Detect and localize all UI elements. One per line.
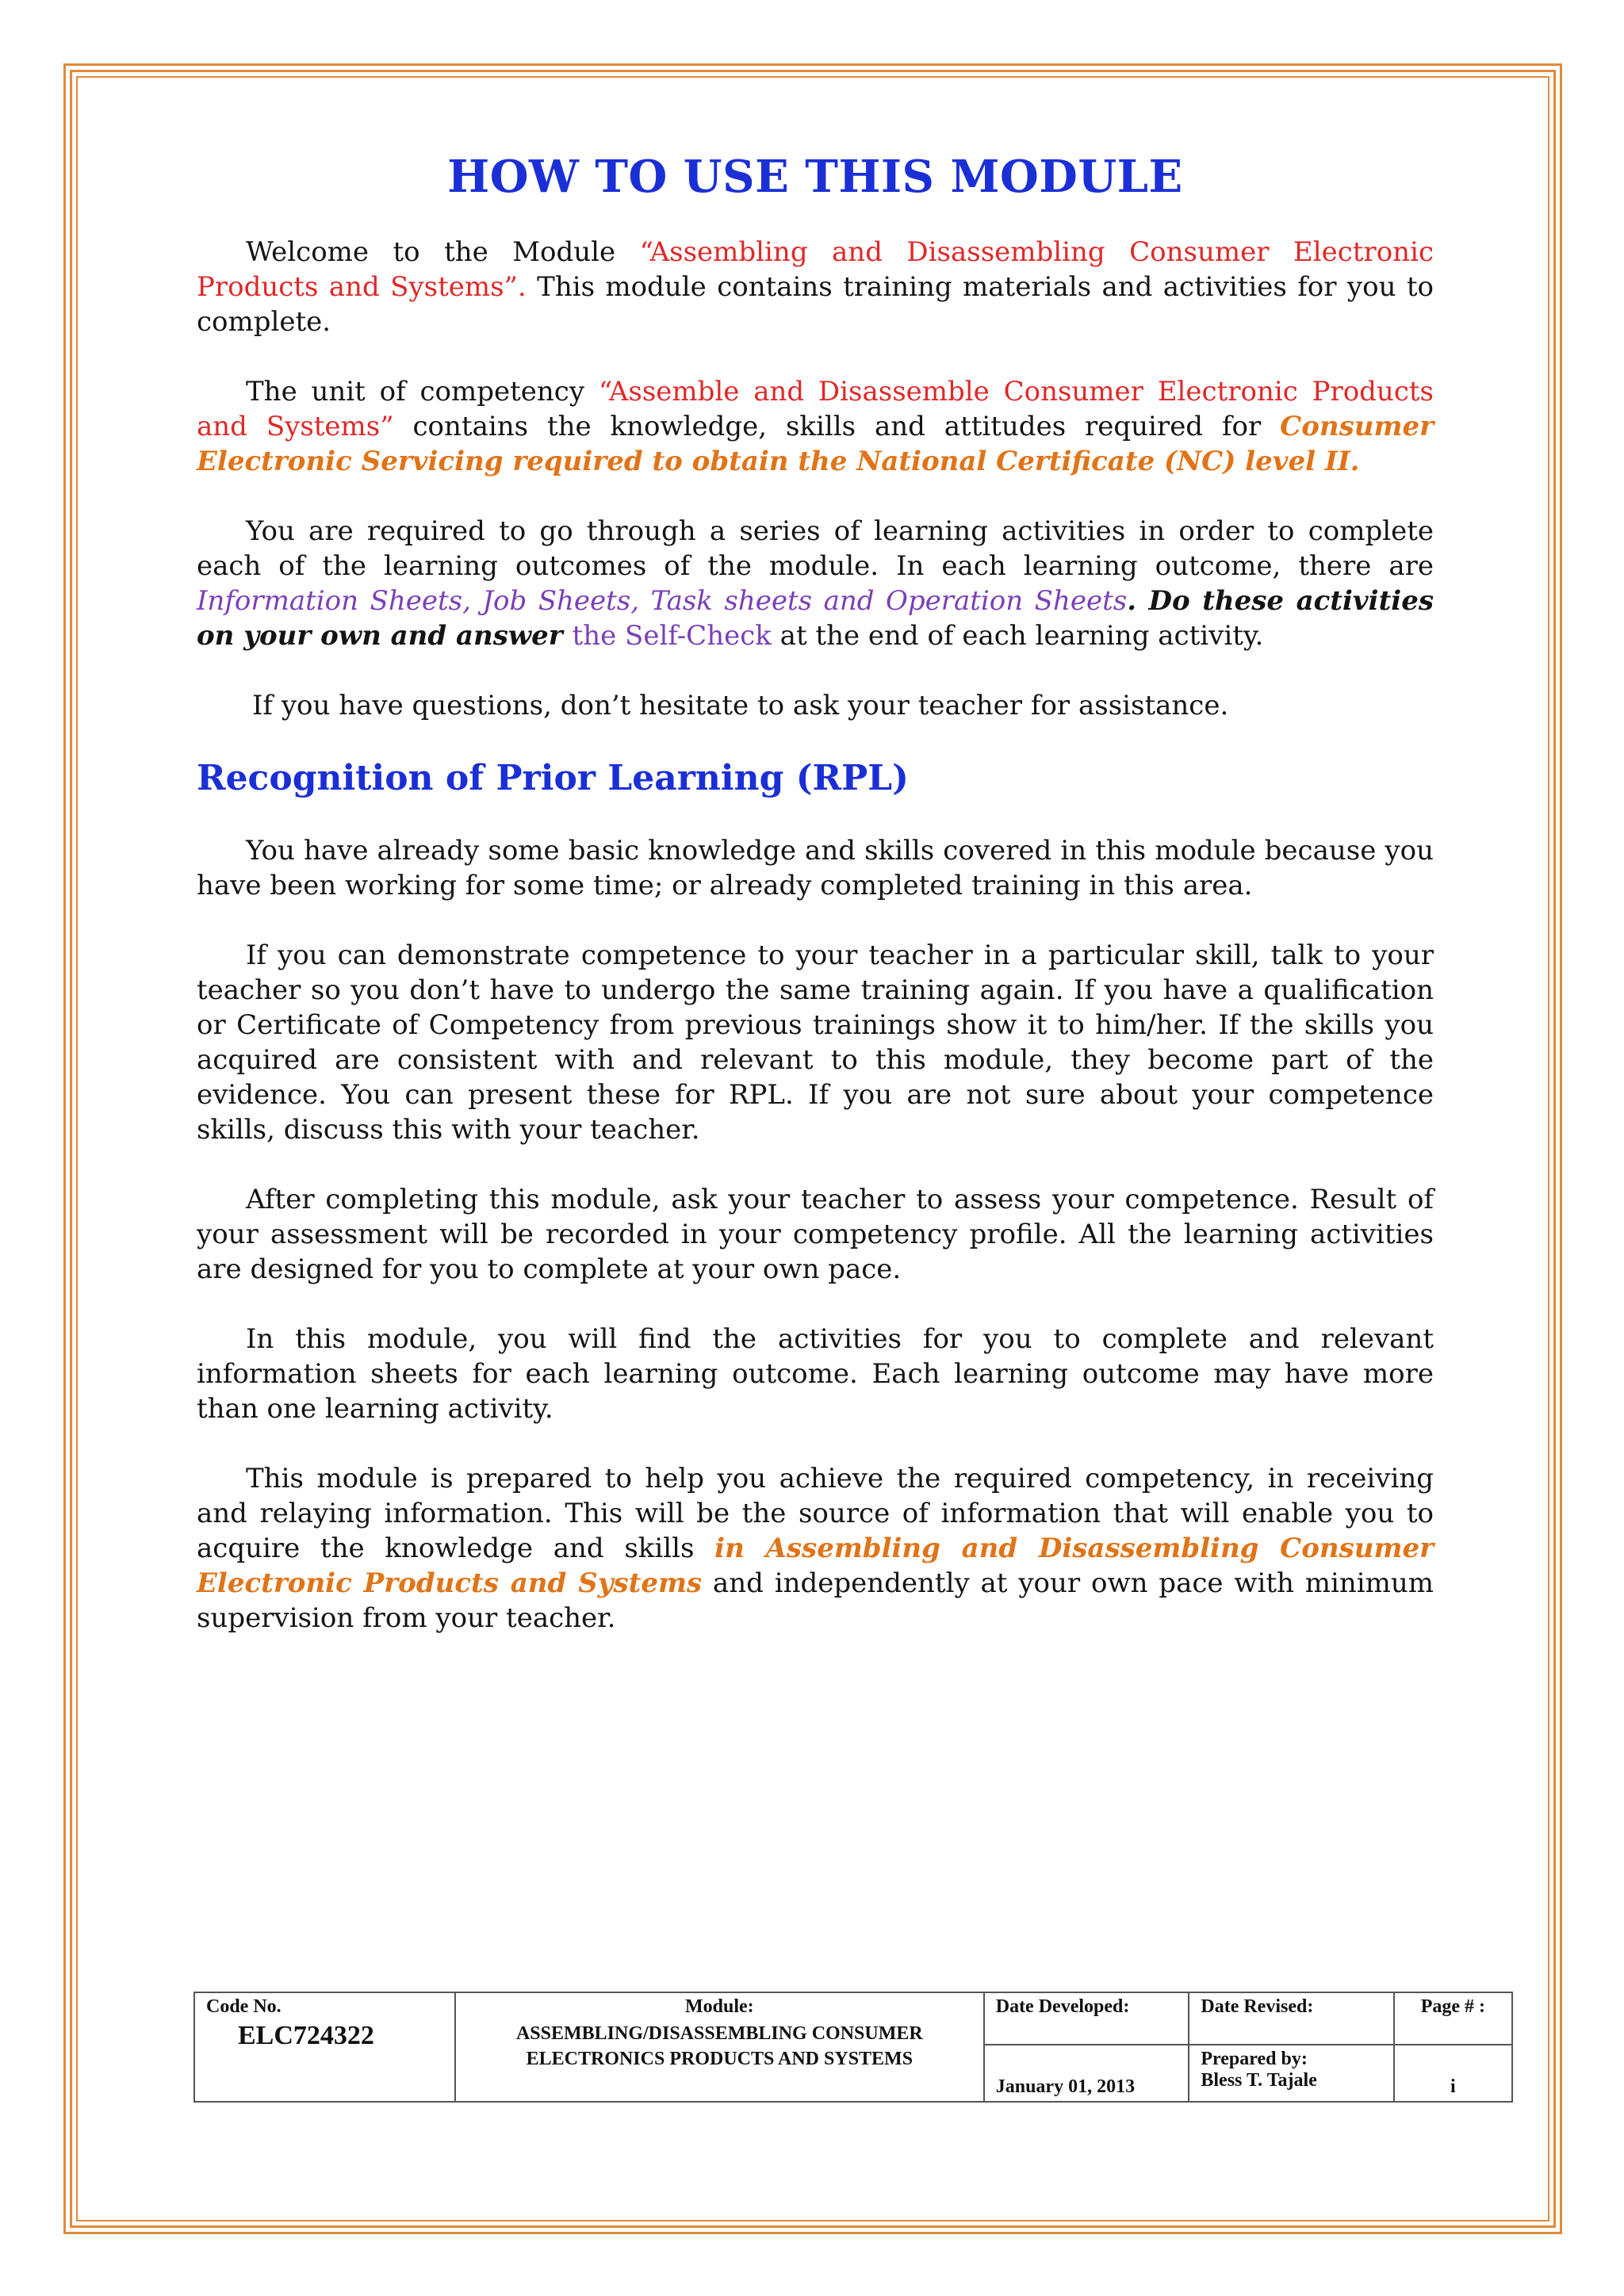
activities-text-a: You are required to go through a series of learning activities in order to complete each of the learning outcomes of the module. In each learning outcome, there are: [197, 515, 1434, 582]
rpl-paragraph-2: If you can demonstrate competence to your teacher in a particular skill, talk to your teacher so you don’t have to undergo the same training again. If you have a qualification or Certificate of Competency from previous trainings show it to him/her. If the skills you acquired are consistent with and relevant to this module, they become part of the evidence. You can present these for RPL. If you are not sure about your competence skills, discuss this with your teacher.: [197, 939, 1434, 1146]
code-number: ELC724322: [238, 2021, 374, 2050]
competency-name-highlight: “Assemble and Disassemble Consumer Electronic Products and Systems”: [197, 376, 1434, 442]
rpl-paragraph-3: After completing this module, ask your teacher to assess your competence. Result of your assessment will be recorded in your competency profile. All the learning activities are designed for you to complete at your own pace.: [197, 1184, 1434, 1285]
intro-text-a: Welcome to the Module: [246, 236, 640, 268]
rpl-heading: Recognition of Prior Learning (RPL): [197, 758, 909, 798]
code-label: Code No.: [206, 1996, 282, 2017]
sheets-highlight: Information Sheets, Job Sheets, Task sheets and Operation Sheets: [197, 585, 1128, 617]
self-check-highlight: the Self-Check: [572, 620, 772, 652]
rpl-paragraph-1: You have already some basic knowledge and skills covered in this module because you have been working for some time; or already completed training in this area.: [197, 835, 1434, 901]
prepared-label: Prepared by:: [1201, 2049, 1308, 2069]
prepared-by: Bless T. Tajale: [1201, 2070, 1317, 2091]
intro-paragraph: [197, 235, 1434, 339]
page-number: i: [1394, 2045, 1512, 2102]
prepared-cell: [1189, 2045, 1393, 2102]
date-developed: January 01, 2013: [984, 2045, 1189, 2102]
competency-text-c: contains the knowledge, skills and attitudes required for: [393, 411, 1281, 442]
page-title: HOW TO USE THIS MODULE: [447, 151, 1183, 203]
page-content: [197, 151, 1434, 1670]
competency-text-a: The unit of competency: [246, 376, 599, 408]
intro-text-c: This module contains training materials and activities for you to complete.: [197, 271, 1434, 338]
competency-paragraph: [197, 374, 1434, 479]
code-cell: [194, 1992, 455, 2102]
rpl5-highlight: in Assembling and Disassembling Consumer Electronic Products and Systems: [197, 1533, 1434, 1599]
page-number-label: Page # :: [1394, 1992, 1512, 2045]
certificate-highlight: Consumer Electronic Servicing required to obtain the National Certificate (NC) level II.: [197, 411, 1434, 477]
rpl5-text-a: This module is prepared to help you achieve the required competency, in receiving and relaying information. This will be the source of information that will enable you to acquire the knowledge and skills: [197, 1463, 1434, 1564]
rpl-paragraph-5: [197, 1461, 1434, 1636]
module-label: Module:: [685, 1996, 754, 2017]
activities-paragraph: [197, 514, 1434, 653]
document-footer-table: [193, 1992, 1513, 2103]
questions-paragraph: If you have questions, don’t hesitate to ask your teacher for assistance.: [252, 690, 1229, 721]
module-name-highlight: “Assembling and Disassembling Consumer Electronic Products and Systems”.: [197, 236, 1434, 303]
rpl-paragraph-4: In this module, you will find the activities for you to complete and relevant information sheets for each learning outcome. Each learning outcome may have more than one learning activity.: [197, 1323, 1434, 1425]
module-name: ASSEMBLING/DISASSEMBLING CONSUMER ELECTRONICS PRODUCTS AND SYSTEMS: [515, 2023, 923, 2069]
activities-text-e: at the end of each learning activity.: [771, 620, 1264, 652]
module-cell: [455, 1992, 984, 2102]
activities-text-c: . Do these activities on your own and answer: [197, 585, 1434, 652]
date-developed-label: Date Developed:: [984, 1992, 1189, 2045]
rpl5-text-c: and independently at your own pace with minimum supervision from your teacher.: [197, 1567, 1434, 1634]
date-revised-label: Date Revised:: [1189, 1992, 1393, 2045]
